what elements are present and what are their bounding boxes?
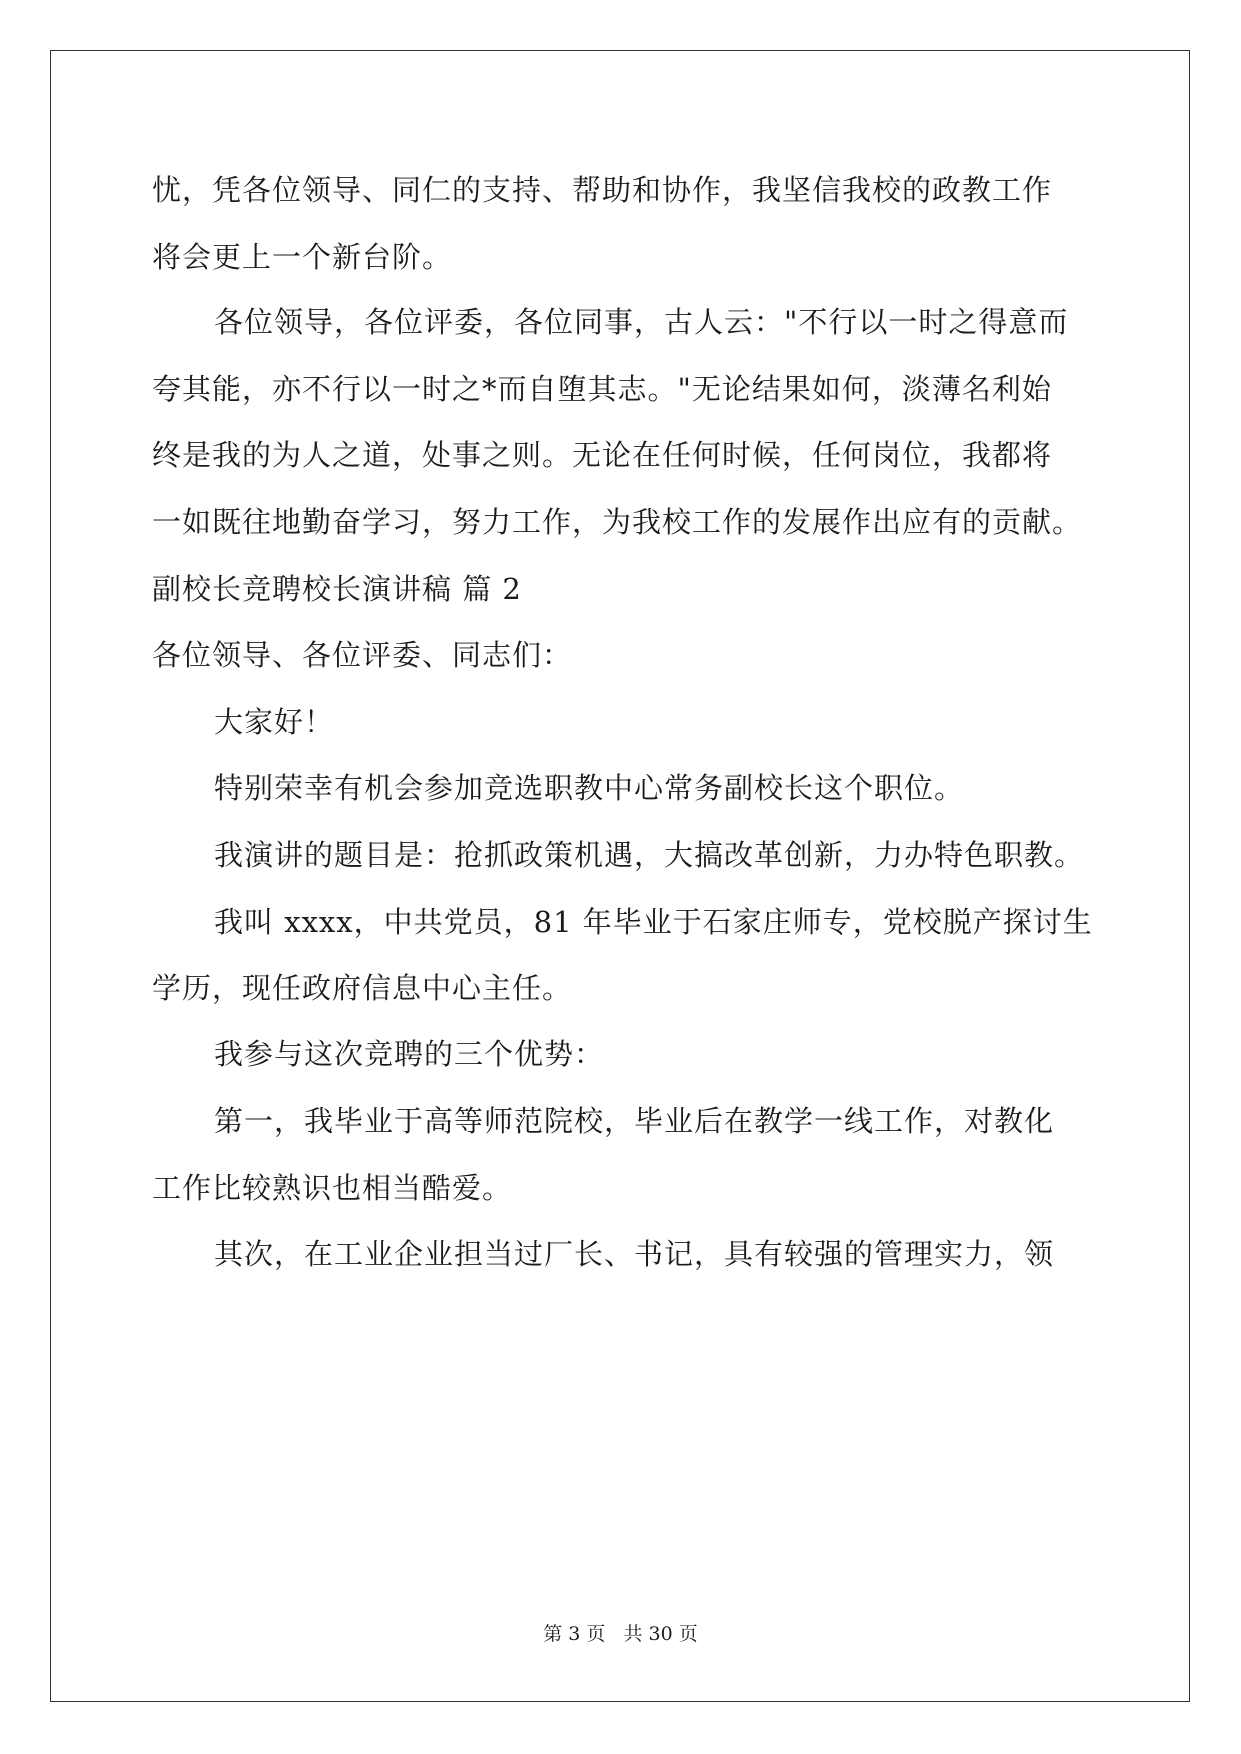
section-heading: 副校长竞聘校长演讲稿 篇 2 (152, 572, 522, 606)
body-line-13: 学历，现任政府信息中心主任。 (152, 971, 573, 1005)
salutation: 各位领导、各位评委、同志们： (152, 638, 573, 672)
body-line-1: 忧，凭各位领导、同仁的支持、帮助和协作，我坚信我校的政教工作 (152, 173, 1053, 207)
body-line-3: 各位领导，各位评委，各位同事，古人云："不行以一时之得意而 (214, 305, 1069, 339)
page-number: 第 3 页 (543, 1623, 606, 1645)
page-footer (0, 1622, 1241, 1646)
page-border (50, 50, 1190, 1702)
body-line-10: 特别荣幸有机会参加竞选职教中心常务副校长这个职位。 (214, 771, 965, 805)
body-line-2: 将会更上一个新台阶。 (152, 240, 453, 274)
greeting: 大家好！ (214, 705, 335, 739)
body-line-6: 一如既往地勤奋学习，努力工作，为我校工作的发展作出应有的贡献。 (152, 505, 1083, 539)
body-line-16: 工作比较熟识也相当酷爱。 (152, 1171, 513, 1205)
body-line-5: 终是我的为人之道，处事之则。无论在任何时候，任何岗位，我都将 (152, 438, 1053, 472)
body-line-11: 我演讲的题目是：抢抓政策机遇，大搞改革创新，力办特色职教。 (214, 838, 1085, 872)
body-line-12: 我叫 xxxx，中共党员，81 年毕业于石家庄师专，党校脱产探讨生 (214, 905, 1093, 939)
page-total: 共 30 页 (623, 1623, 698, 1645)
body-line-14: 我参与这次竞聘的三个优势： (214, 1037, 605, 1071)
body-line-17: 其次，在工业企业担当过厂长、书记，具有较强的管理实力，领 (214, 1237, 1055, 1271)
body-line-15: 第一，我毕业于高等师范院校，毕业后在教学一线工作，对教化 (214, 1104, 1055, 1138)
body-line-4: 夸其能，亦不行以一时之*而自堕其志。"无论结果如何，淡薄名利始 (152, 372, 1052, 406)
